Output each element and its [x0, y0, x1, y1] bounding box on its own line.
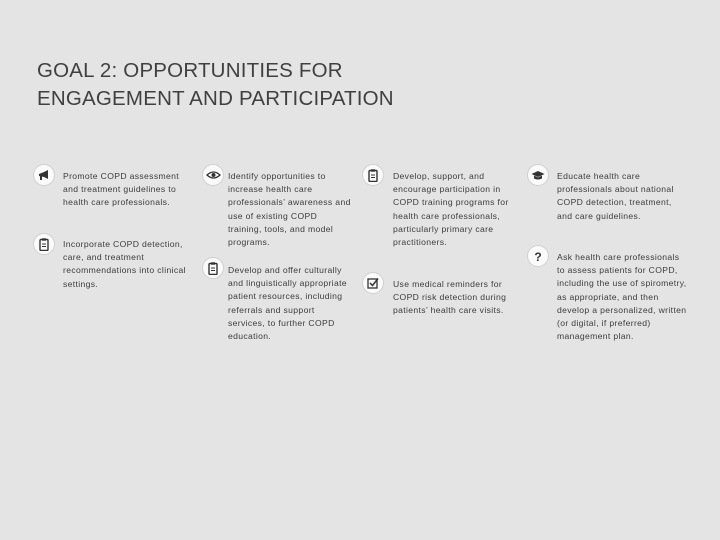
graduation-cap-icon: [527, 164, 549, 186]
checkbox-icon: [362, 272, 384, 294]
action-text: Ask health care professionals to assess patients for COPD, including the use of spirometry, as appropriate, and then develop a personalized, written (or digital, if preferred) management plan.: [557, 252, 687, 342]
page-title: [37, 57, 677, 113]
clipboard-icon: [362, 164, 384, 186]
action-text: Educate health care professionals about national COPD detection, treatment, and care guidelines.: [557, 171, 674, 221]
megaphone-icon: [33, 164, 55, 186]
action-text: Develop and offer culturally and linguistically appropriate patient resources, including referrals and support services, to further COPD education.: [228, 265, 347, 342]
question-mark-icon: [527, 245, 549, 267]
title-line-2: ENGAGEMENT AND PARTICIPATION: [37, 87, 394, 110]
clipboard-icon: [33, 233, 55, 255]
action-text: Identify opportunities to increase health care professionals’ awareness and use of existing COPD training, tools, and model programs.: [228, 171, 351, 248]
action-text: Promote COPD assessment and treatment guidelines to health care professionals.: [63, 171, 179, 208]
action-text: Develop, support, and encourage participation in COPD training programs for health care professionals, particularly primary care practitioners.: [393, 171, 509, 248]
action-text: Incorporate COPD detection, care, and treatment recommendations into clinical settings.: [63, 239, 186, 289]
action-text: Use medical reminders for COPD risk detection during patients’ health care visits.: [393, 279, 507, 316]
title-line-1: GOAL 2: OPPORTUNITIES FOR: [37, 59, 343, 82]
svg-text:?: ?: [534, 249, 542, 263]
eye-icon: [202, 164, 224, 186]
clipboard-icon: [202, 257, 224, 279]
